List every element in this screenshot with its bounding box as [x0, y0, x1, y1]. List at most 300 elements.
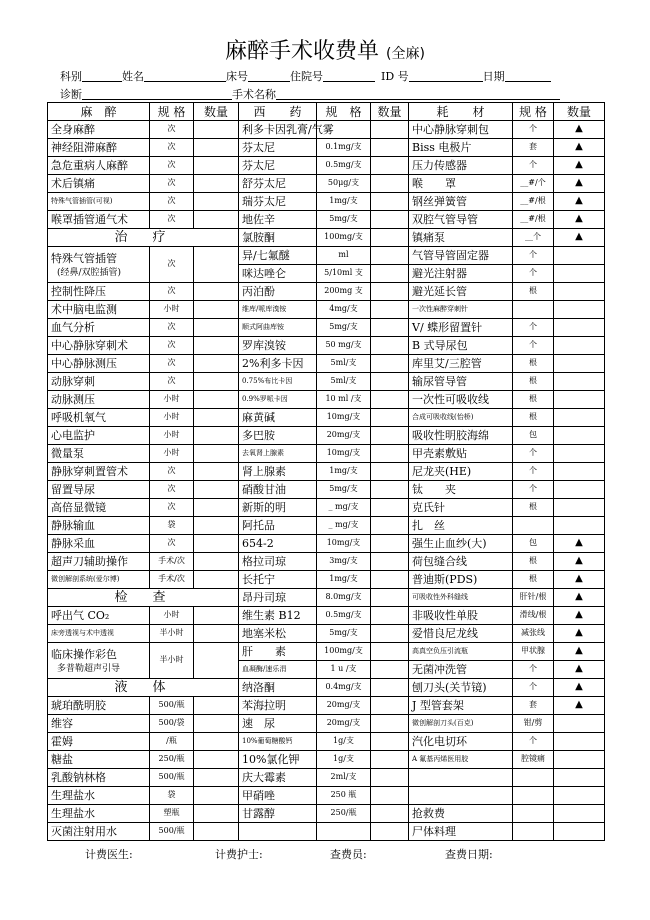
material-qty-mark[interactable] — [554, 823, 605, 841]
anesthesia-spec: 小时 — [150, 607, 194, 625]
table-row — [48, 121, 605, 139]
material-item: 一次性麻醉穿刺针 — [409, 301, 513, 319]
material-qty-mark[interactable] — [554, 481, 605, 499]
anesthesia-qty-cell[interactable] — [194, 427, 239, 445]
anesthesia-item: 生理盐水 — [48, 787, 150, 805]
material-spec: 个 — [513, 733, 554, 751]
footer-billing-doctor: 计费医生: — [85, 848, 133, 861]
material-qty-mark[interactable] — [554, 769, 605, 787]
anesthesia-spec: 次 — [150, 139, 194, 157]
anesthesia-qty-cell[interactable] — [194, 481, 239, 499]
material-item: 合成可吸收线(怡桥) — [409, 409, 513, 427]
surgery-label: 手术名称 — [232, 88, 276, 101]
table-row — [48, 517, 605, 535]
material-item: B 式导尿包 — [409, 337, 513, 355]
material-qty-mark[interactable]: ▲ — [554, 607, 605, 625]
drug-qty-cell[interactable] — [371, 787, 409, 805]
table-row — [48, 157, 605, 175]
drug-spec: 50μg/支 — [317, 175, 371, 193]
material-qty-mark[interactable] — [554, 733, 605, 751]
anesthesia-item: 喉罩插管通气术 — [48, 211, 150, 229]
drug-qty-cell[interactable] — [371, 589, 409, 607]
drug-qty-cell[interactable] — [371, 715, 409, 733]
material-qty-mark[interactable] — [554, 499, 605, 517]
material-spec: 个 — [513, 265, 554, 283]
material-spec — [513, 517, 554, 535]
diagnosis-field[interactable] — [82, 87, 232, 100]
drug-spec: 5/10ml 支 — [317, 265, 371, 283]
drug-item: 10%葡萄糖酸钙 — [239, 733, 317, 751]
material-spec — [513, 301, 554, 319]
material-item: 无菌冲洗管 — [409, 661, 513, 679]
material-item: 甲壳素敷贴 — [409, 445, 513, 463]
material-qty-mark[interactable]: ▲ — [554, 139, 605, 157]
anesthesia-qty-cell[interactable] — [194, 445, 239, 463]
drug-spec: 100mg/支 — [317, 229, 371, 247]
drug-item: 2%利多卡因 — [239, 355, 317, 373]
material-spec: __#/根 — [513, 211, 554, 229]
material-spec — [513, 787, 554, 805]
material-qty-mark[interactable] — [554, 445, 605, 463]
material-qty-mark[interactable] — [554, 265, 605, 283]
drug-spec: 100mg/支 — [317, 643, 371, 661]
material-item — [409, 787, 513, 805]
anesthesia-qty-cell[interactable] — [194, 787, 239, 805]
table-row — [48, 697, 605, 715]
table-row — [48, 679, 605, 697]
material-qty-mark[interactable] — [554, 283, 605, 301]
anesthesia-item: 动脉测压 — [48, 391, 150, 409]
material-item: 汽化电切环 — [409, 733, 513, 751]
material-qty-mark[interactable] — [554, 427, 605, 445]
drug-spec: 20mg/支 — [317, 715, 371, 733]
material-qty-mark[interactable]: ▲ — [554, 661, 605, 679]
material-qty-mark[interactable]: ▲ — [554, 571, 605, 589]
material-qty-mark[interactable]: ▲ — [554, 553, 605, 571]
material-spec: 个 — [513, 157, 554, 175]
section-heading: 检 查 — [48, 589, 239, 607]
material-spec: 根 — [513, 391, 554, 409]
material-qty-mark[interactable] — [554, 247, 605, 265]
material-spec: 包 — [513, 427, 554, 445]
drug-qty-cell[interactable] — [371, 337, 409, 355]
drug-item: 庆大霉素 — [239, 769, 317, 787]
anesthesia-spec: 次 — [150, 481, 194, 499]
material-qty-mark[interactable]: ▲ — [554, 535, 605, 553]
anesthesia-item — [48, 643, 150, 679]
material-item: 刨刀头(关节镜) — [409, 679, 513, 697]
drug-item: 甘露醇 — [239, 805, 317, 823]
anesthesia-item: 呼出气 CO₂ — [48, 607, 150, 625]
date-label: 日期 — [482, 70, 505, 83]
table-row — [48, 211, 605, 229]
material-item: 荷包缝合线 — [409, 553, 513, 571]
drug-item: 苯海拉明 — [239, 697, 317, 715]
drug-item: 速 尿 — [239, 715, 317, 733]
drug-item: 麻黄碱 — [239, 409, 317, 427]
anesthesia-spec: 次 — [150, 157, 194, 175]
date-field[interactable] — [505, 69, 551, 82]
anesthesia-qty-cell[interactable] — [194, 769, 239, 787]
anesthesia-item: 维容 — [48, 715, 150, 733]
dept-field[interactable] — [82, 69, 122, 82]
anesthesia-spec: 次 — [150, 535, 194, 553]
anesthesia-qty-cell[interactable] — [194, 733, 239, 751]
table-row — [48, 139, 605, 157]
bed-field[interactable] — [248, 69, 290, 82]
drug-qty-cell[interactable] — [371, 229, 409, 247]
drug-qty-cell[interactable] — [371, 427, 409, 445]
name-field[interactable] — [144, 69, 226, 82]
drug-qty-cell[interactable] — [371, 607, 409, 625]
drug-qty-cell[interactable] — [371, 625, 409, 643]
drug-qty-cell[interactable] — [371, 463, 409, 481]
material-spec — [513, 805, 554, 823]
material-item: 压力传感器 — [409, 157, 513, 175]
anesthesia-spec: 500/瓶 — [150, 769, 194, 787]
anesthesia-qty-cell[interactable] — [194, 715, 239, 733]
drug-qty-cell[interactable] — [371, 283, 409, 301]
anesthesia-item: 留置导尿 — [48, 481, 150, 499]
drug-spec: 0.5mg/支 — [317, 607, 371, 625]
material-spec: 根 — [513, 355, 554, 373]
anesthesia-qty-cell[interactable] — [194, 139, 239, 157]
material-spec: 肝针/根 — [513, 589, 554, 607]
drug-qty-cell[interactable] — [371, 301, 409, 319]
drug-qty-cell[interactable] — [371, 121, 409, 139]
drug-spec: 10mg/支 — [317, 535, 371, 553]
anesthesia-qty-cell[interactable] — [194, 535, 239, 553]
anesthesia-item: 神经阻滞麻醉 — [48, 139, 150, 157]
drug-qty-cell[interactable] — [371, 211, 409, 229]
anesthesia-qty-cell[interactable] — [194, 697, 239, 715]
material-qty-mark[interactable] — [554, 373, 605, 391]
drug-qty-cell[interactable] — [371, 643, 409, 661]
material-qty-mark[interactable] — [554, 715, 605, 733]
anesthesia-qty-cell[interactable] — [194, 121, 239, 139]
anesthesia-qty-cell[interactable] — [194, 823, 239, 841]
col-mat-spec: 规 格 — [513, 103, 554, 121]
anesthesia-item: 床旁透视与术中透视 — [48, 625, 150, 643]
drug-spec: 5mg/支 — [317, 211, 371, 229]
id-field[interactable] — [409, 69, 483, 82]
anesthesia-item-line2: 多普勒超声引导 — [57, 663, 121, 674]
anesthesia-qty-cell[interactable] — [194, 805, 239, 823]
material-qty-mark[interactable]: ▲ — [554, 229, 605, 247]
material-item: 钢丝弹簧管 — [409, 193, 513, 211]
material-qty-mark[interactable]: ▲ — [554, 679, 605, 697]
material-spec: __个 — [513, 229, 554, 247]
material-qty-mark[interactable]: ▲ — [554, 121, 605, 139]
anesthesia-qty-cell[interactable] — [194, 607, 239, 625]
drug-qty-cell[interactable] — [371, 535, 409, 553]
anesthesia-item: 术后镇痛 — [48, 175, 150, 193]
anesthesia-item: 生理盐水 — [48, 805, 150, 823]
material-item: 双腔气管导管 — [409, 211, 513, 229]
anesthesia-item: 琥珀酰明胶 — [48, 697, 150, 715]
material-qty-mark[interactable]: ▲ — [554, 625, 605, 643]
anesthesia-qty-cell[interactable] — [194, 283, 239, 301]
table-row — [48, 589, 605, 607]
material-qty-mark[interactable]: ▲ — [554, 175, 605, 193]
drug-qty-cell[interactable] — [371, 481, 409, 499]
material-qty-mark[interactable] — [554, 409, 605, 427]
material-spec: 个 — [513, 463, 554, 481]
col-drug-qty: 数量 — [371, 103, 409, 121]
anesthesia-spec: 500/瓶 — [150, 697, 194, 715]
drug-qty-cell[interactable] — [371, 193, 409, 211]
drug-spec: 10mg/支 — [317, 409, 371, 427]
table-row — [48, 751, 605, 769]
drug-item: 0.9%罗哌卡因 — [239, 391, 317, 409]
drug-qty-cell[interactable] — [371, 769, 409, 787]
material-qty-mark[interactable] — [554, 805, 605, 823]
col-drug: 西 药 — [239, 103, 317, 121]
drug-item: 新斯的明 — [239, 499, 317, 517]
table-row — [48, 733, 605, 751]
anesthesia-qty-cell[interactable] — [194, 355, 239, 373]
title-subtitle: (全麻) — [386, 46, 425, 62]
material-spec: 个 — [513, 481, 554, 499]
drug-item: 地塞米松 — [239, 625, 317, 643]
anesthesia-spec: 袋 — [150, 787, 194, 805]
anesthesia-spec: 次 — [150, 121, 194, 139]
drug-qty-cell[interactable] — [371, 733, 409, 751]
anesthesia-spec: 250/瓶 — [150, 751, 194, 769]
drug-qty-cell[interactable] — [371, 355, 409, 373]
drug-item: 甲硝唑 — [239, 787, 317, 805]
drug-spec: 250/瓶 — [317, 805, 371, 823]
material-qty-mark[interactable]: ▲ — [554, 157, 605, 175]
table-row — [48, 481, 605, 499]
anesthesia-spec: 次 — [150, 175, 194, 193]
anesthesia-item: 静脉输血 — [48, 517, 150, 535]
table-row — [48, 301, 605, 319]
drug-qty-cell[interactable] — [371, 409, 409, 427]
material-qty-mark[interactable]: ▲ — [554, 193, 605, 211]
anesthesia-qty-cell[interactable] — [194, 193, 239, 211]
anesthesia-item: 心电监护 — [48, 427, 150, 445]
anesthesia-qty-cell[interactable] — [194, 175, 239, 193]
anesthesia-qty-cell[interactable] — [194, 409, 239, 427]
anesthesia-qty-cell[interactable] — [194, 319, 239, 337]
material-spec: 甲状腺 — [513, 643, 554, 661]
anesthesia-qty-cell[interactable] — [194, 517, 239, 535]
anesthesia-spec: 次 — [150, 355, 194, 373]
material-spec: __#/个 — [513, 175, 554, 193]
anesthesia-qty-cell[interactable] — [194, 571, 239, 589]
drug-qty-cell[interactable] — [371, 517, 409, 535]
bed-label: 床号 — [226, 70, 248, 83]
col-material: 耗 材 — [409, 103, 513, 121]
anesthesia-qty-cell[interactable] — [194, 301, 239, 319]
material-qty-mark[interactable]: ▲ — [554, 697, 605, 715]
material-spec: 个 — [513, 445, 554, 463]
table-row — [48, 607, 605, 625]
drug-item: 芬太尼 — [239, 139, 317, 157]
drug-item: 纳洛酮 — [239, 679, 317, 697]
anesthesia-qty-cell[interactable] — [194, 553, 239, 571]
material-item: 避光注射器 — [409, 265, 513, 283]
drug-qty-cell[interactable] — [371, 697, 409, 715]
material-qty-mark[interactable] — [554, 463, 605, 481]
anesthesia-qty-cell[interactable] — [194, 211, 239, 229]
table-row — [48, 625, 605, 643]
material-item: 克氏针 — [409, 499, 513, 517]
table-row — [48, 445, 605, 463]
drug-spec: 1mg/支 — [317, 463, 371, 481]
material-spec: 根 — [513, 553, 554, 571]
anesthesia-item: 血气分析 — [48, 319, 150, 337]
anesthesia-qty-cell[interactable] — [194, 643, 239, 679]
inpatient-field[interactable] — [323, 69, 375, 82]
material-qty-mark[interactable] — [554, 355, 605, 373]
material-qty-mark[interactable]: ▲ — [554, 589, 605, 607]
table-row — [48, 283, 605, 301]
material-spec: 钳/剪 — [513, 715, 554, 733]
drug-qty-cell[interactable] — [371, 445, 409, 463]
material-qty-mark[interactable]: ▲ — [554, 643, 605, 661]
anesthesia-spec: 手术/次 — [150, 553, 194, 571]
table-row — [48, 319, 605, 337]
material-spec — [513, 769, 554, 787]
table-row — [48, 463, 605, 481]
table-row — [48, 355, 605, 373]
drug-qty-cell[interactable] — [371, 571, 409, 589]
material-qty-mark[interactable] — [554, 517, 605, 535]
material-item: 输尿管导管 — [409, 373, 513, 391]
material-item: 可吸收性外科缝线 — [409, 589, 513, 607]
drug-item: 维库/哌库溴铵 — [239, 301, 317, 319]
material-qty-mark[interactable] — [554, 301, 605, 319]
anesthesia-qty-cell[interactable] — [194, 499, 239, 517]
drug-item: 顺式阿曲库铵 — [239, 319, 317, 337]
material-item: J 型管套架 — [409, 697, 513, 715]
drug-qty-cell[interactable] — [371, 679, 409, 697]
drug-qty-cell[interactable] — [371, 265, 409, 283]
drug-qty-cell[interactable] — [371, 751, 409, 769]
drug-qty-cell[interactable] — [371, 319, 409, 337]
surgery-field[interactable] — [276, 87, 560, 100]
table-row — [48, 643, 605, 661]
material-item: 爱惜良尼龙线 — [409, 625, 513, 643]
anesthesia-spec: 次 — [150, 211, 194, 229]
drug-spec: 3mg/支 — [317, 553, 371, 571]
anesthesia-spec: 小时 — [150, 409, 194, 427]
drug-spec: 10mg/支 — [317, 445, 371, 463]
drug-item: 昂丹司琼 — [239, 589, 317, 607]
material-qty-mark[interactable] — [554, 319, 605, 337]
anesthesia-item: 中心静脉穿刺术 — [48, 337, 150, 355]
drug-qty-cell[interactable] — [371, 373, 409, 391]
drug-spec: 10 ml /支 — [317, 391, 371, 409]
drug-spec: _ mg/支 — [317, 517, 371, 535]
drug-qty-cell[interactable] — [371, 553, 409, 571]
drug-qty-cell[interactable] — [371, 805, 409, 823]
drug-item: 地佐辛 — [239, 211, 317, 229]
anesthesia-item: 糖盐 — [48, 751, 150, 769]
drug-qty-cell[interactable] — [371, 499, 409, 517]
anesthesia-spec: 500/袋 — [150, 715, 194, 733]
anesthesia-spec: 次 — [150, 247, 194, 283]
anesthesia-spec: 次 — [150, 193, 194, 211]
drug-spec: ml — [317, 247, 371, 265]
anesthesia-spec: 次 — [150, 283, 194, 301]
material-spec: 根 — [513, 373, 554, 391]
page-title — [0, 34, 650, 65]
anesthesia-spec: 次 — [150, 499, 194, 517]
inpatient-label: 住院号 — [290, 70, 323, 83]
drug-spec: 0.4mg/支 — [317, 679, 371, 697]
material-qty-mark[interactable] — [554, 787, 605, 805]
drug-qty-cell[interactable] — [371, 247, 409, 265]
anesthesia-qty-cell[interactable] — [194, 373, 239, 391]
table-row — [48, 391, 605, 409]
material-item: 库里艾/三腔管 — [409, 355, 513, 373]
table-row — [48, 535, 605, 553]
material-qty-mark[interactable] — [554, 391, 605, 409]
anesthesia-item: 微创解剖系统(爱尔博) — [48, 571, 150, 589]
material-item: 微创解剖刀头(百克) — [409, 715, 513, 733]
drug-spec: 1 u /支 — [317, 661, 371, 679]
material-spec: 套 — [513, 697, 554, 715]
drug-item: 硝酸甘油 — [239, 481, 317, 499]
section-heading: 液 体 — [48, 679, 239, 697]
drug-qty-cell[interactable] — [371, 661, 409, 679]
material-item: Biss 电极片 — [409, 139, 513, 157]
anesthesia-item-line1: 临床操作彩色 — [51, 648, 117, 661]
anesthesia-item: 霍姆 — [48, 733, 150, 751]
drug-qty-cell[interactable] — [371, 391, 409, 409]
anesthesia-qty-cell[interactable] — [194, 247, 239, 283]
material-qty-mark[interactable]: ▲ — [554, 211, 605, 229]
material-item: 抢救费 — [409, 805, 513, 823]
anesthesia-qty-cell[interactable] — [194, 463, 239, 481]
drug-spec — [317, 823, 371, 841]
anesthesia-item: 全身麻醉 — [48, 121, 150, 139]
material-qty-mark[interactable] — [554, 751, 605, 769]
anesthesia-qty-cell[interactable] — [194, 625, 239, 643]
anesthesia-item: 微量泵 — [48, 445, 150, 463]
anesthesia-item: 灭菌注射用水 — [48, 823, 150, 841]
drug-item: 长托宁 — [239, 571, 317, 589]
material-qty-mark[interactable] — [554, 337, 605, 355]
material-item — [409, 769, 513, 787]
material-item: 喉 罩 — [409, 175, 513, 193]
drug-qty-cell[interactable] — [371, 157, 409, 175]
material-spec: 包 — [513, 535, 554, 553]
table-row — [48, 193, 605, 211]
anesthesia-qty-cell[interactable] — [194, 751, 239, 769]
anesthesia-qty-cell[interactable] — [194, 337, 239, 355]
drug-item: 肝 素 — [239, 643, 317, 661]
col-mat-qty: 数量 — [554, 103, 605, 121]
anesthesia-qty-cell[interactable] — [194, 391, 239, 409]
drug-item: 罗库溴铵 — [239, 337, 317, 355]
drug-qty-cell[interactable] — [371, 823, 409, 841]
material-spec: 根 — [513, 499, 554, 517]
drug-item: 10%氯化钾 — [239, 751, 317, 769]
table-row — [48, 373, 605, 391]
material-item: 强生止血纱(大) — [409, 535, 513, 553]
anesthesia-item: 控制性降压 — [48, 283, 150, 301]
anesthesia-qty-cell[interactable] — [194, 157, 239, 175]
drug-item: 阿托品 — [239, 517, 317, 535]
drug-qty-cell[interactable] — [371, 139, 409, 157]
material-spec: 个 — [513, 247, 554, 265]
drug-spec: 1g/支 — [317, 751, 371, 769]
drug-qty-cell[interactable] — [371, 175, 409, 193]
